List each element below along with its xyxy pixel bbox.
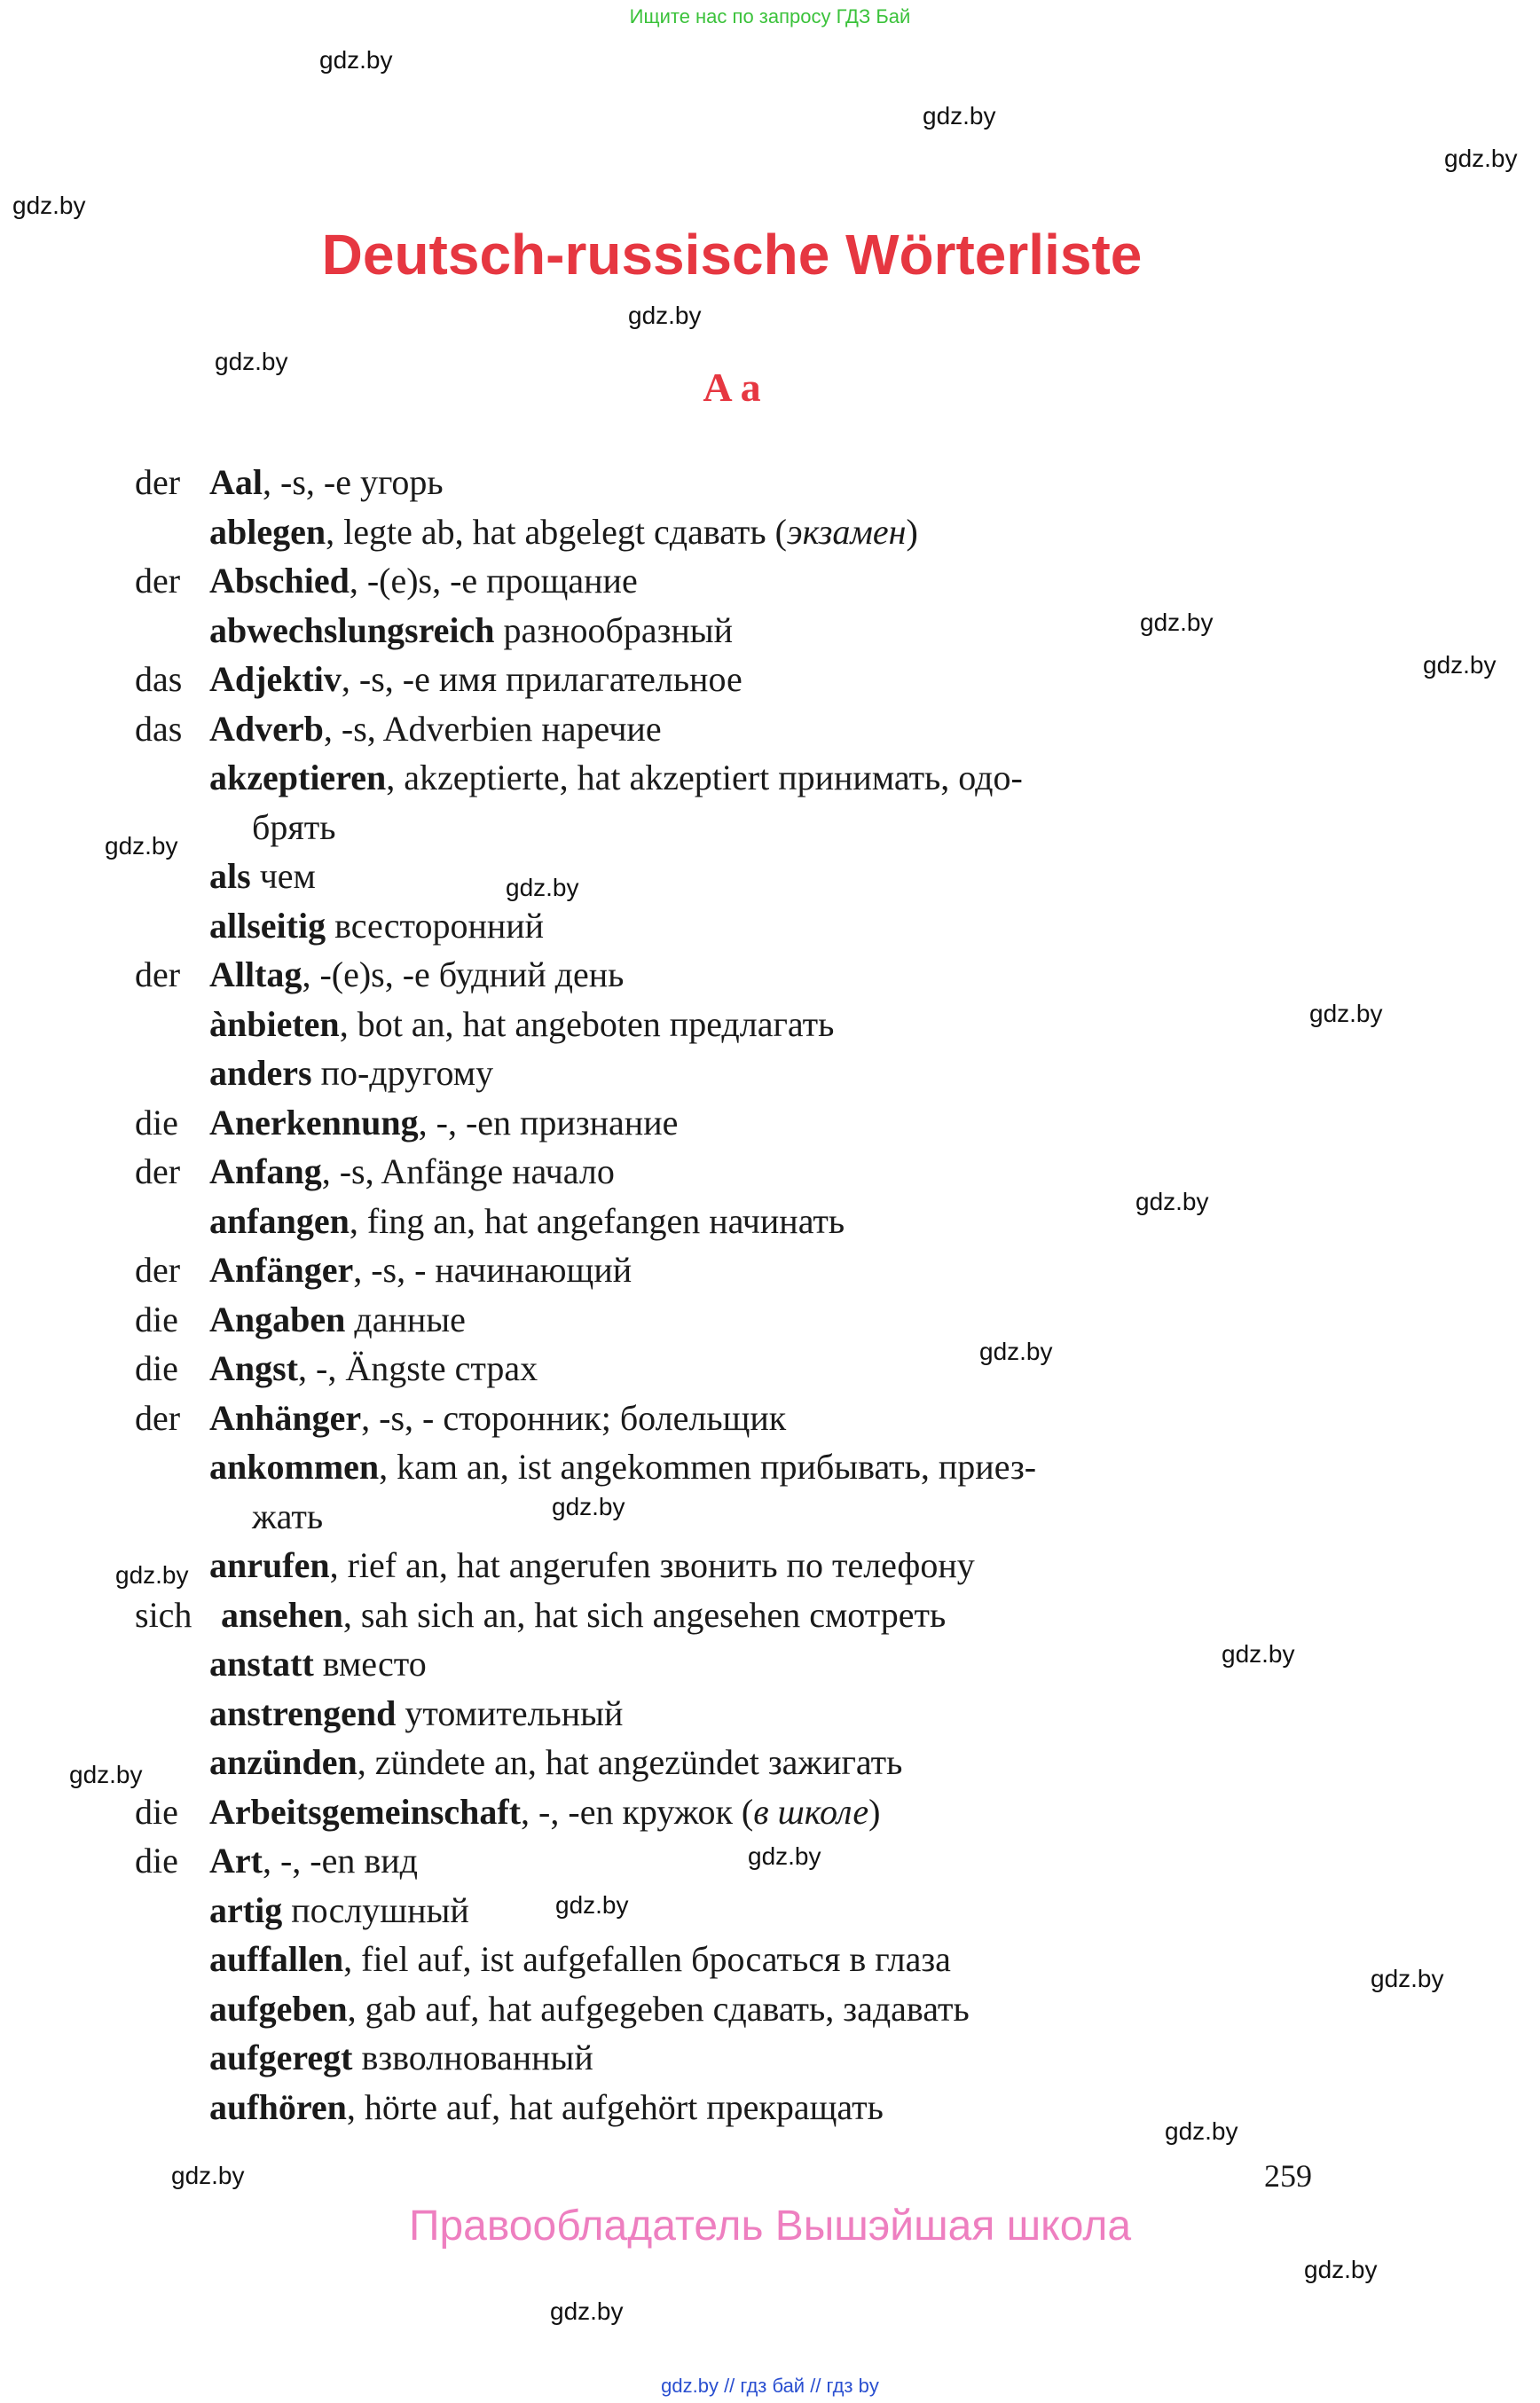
entry-lemma: Angaben	[209, 1299, 346, 1339]
entry-body	[209, 556, 638, 606]
bottom-links[interactable]: gdz.by // гдз бай // гдз by	[661, 2375, 879, 2397]
entry-body	[209, 852, 316, 901]
entry-article: der	[135, 1397, 181, 1438]
entry-lemma: als	[209, 856, 251, 896]
entry-body	[209, 507, 918, 557]
entry-body	[209, 2083, 884, 2132]
entry-body	[209, 458, 444, 507]
entry-lemma: auffallen	[209, 1939, 344, 1979]
dictionary-entry	[135, 1836, 1359, 1886]
entry-translation: послушный	[282, 1889, 469, 1930]
entry-lemma: aufgeregt	[209, 2038, 353, 2077]
entry-body	[209, 1836, 418, 1886]
entry-body	[221, 1590, 946, 1640]
entry-translation: взволнованный	[352, 2038, 593, 2077]
watermark: gdz.by	[1371, 1965, 1444, 1992]
entry-translation: , -(e)s, -e будний день	[302, 954, 625, 994]
dictionary-entry	[135, 1098, 1359, 1148]
entry-lemma: Art	[209, 1841, 263, 1881]
dictionary-entry	[135, 1394, 1359, 1443]
entry-article: der	[135, 462, 181, 502]
watermark: gdz.by	[555, 1891, 629, 1919]
entry-translation: утомительный	[396, 1692, 624, 1733]
section-letter: A a	[703, 365, 761, 410]
dictionary-entry	[135, 1197, 1359, 1246]
dictionary-entry	[135, 950, 1359, 1000]
entry-lemma: Anfänger	[209, 1250, 354, 1290]
entry-continuation: жать	[252, 1496, 324, 1536]
entry-article: der	[135, 561, 181, 601]
dictionary-entry	[135, 1984, 1359, 2034]
watermark: gdz.by	[506, 874, 579, 901]
entry-body	[209, 606, 733, 656]
entry-translation: , -s, Adverbien наречие	[323, 708, 662, 749]
entry-tail: )	[906, 511, 918, 552]
watermark: gdz.by	[1304, 2256, 1378, 2283]
watermark: gdz.by	[215, 348, 288, 375]
entry-body	[209, 704, 662, 754]
watermark: gdz.by	[628, 302, 702, 329]
dictionary-entry	[135, 655, 1359, 704]
entry-lemma: akzeptieren	[209, 758, 387, 797]
entry-body	[209, 753, 1023, 803]
page-title: Deutsch-russische Wörterliste	[321, 223, 1143, 287]
entry-lemma: Anerkennung	[209, 1102, 419, 1143]
entry-translation: по-другому	[311, 1053, 494, 1093]
dictionary-entry	[135, 2083, 1359, 2132]
dictionary-entry	[135, 1935, 1359, 1984]
watermark: gdz.by	[748, 1842, 821, 1870]
entry-body	[209, 1245, 632, 1295]
entry-lemma: abwechslungsreich	[209, 609, 495, 650]
entry-translation: , -(e)s, -e прощание	[349, 561, 638, 601]
watermark: gdz.by	[115, 1561, 189, 1589]
entry-body	[209, 1394, 786, 1443]
entry-lemma: Abschied	[209, 561, 350, 601]
entry-translation: , -, Ängste страх	[298, 1348, 538, 1388]
dictionary-entry	[135, 1048, 1359, 1098]
watermark: gdz.by	[1140, 609, 1214, 636]
entry-article: die	[135, 1299, 178, 1339]
entry-body	[209, 2033, 593, 2083]
entry-lemma: ablegen	[209, 511, 326, 552]
entry-lemma: artig	[209, 1889, 283, 1930]
entry-body	[209, 1541, 975, 1590]
dictionary-entry	[135, 1147, 1359, 1197]
entry-continuation: брять	[252, 806, 336, 847]
entry-lemma: anstrengend	[209, 1692, 397, 1733]
entry-lemma: Anhänger	[209, 1397, 362, 1438]
entry-article: die	[135, 1791, 178, 1832]
entry-translation: , gab auf, hat aufgegeben сдавать, задавать	[347, 1988, 970, 2029]
entry-translation: , -, -en вид	[262, 1841, 419, 1881]
entry-body	[209, 1787, 881, 1837]
dictionary-entry	[135, 1492, 1359, 1542]
entry-lemma: anders	[209, 1053, 312, 1093]
dictionary-entry	[135, 1000, 1359, 1049]
entry-lemma: ànbieten	[209, 1003, 340, 1044]
entry-translation: , -s, -e имя прилагательное	[341, 659, 742, 699]
entry-body	[209, 1738, 902, 1787]
entry-lemma: aufhören	[209, 2086, 347, 2127]
entry-translation: , legte ab, hat abgelegt сдавать (	[326, 511, 787, 552]
page-number: 259	[1264, 2158, 1312, 2194]
dictionary-entry	[135, 2033, 1359, 2083]
entry-translation: , -s, Anfänge начало	[321, 1151, 615, 1191]
entry-lemma: ansehen	[221, 1594, 343, 1635]
dictionary-entry	[135, 1541, 1359, 1590]
watermark: gdz.by	[979, 1338, 1053, 1365]
entry-body	[209, 1689, 623, 1739]
dictionary-entry	[135, 1344, 1359, 1394]
dictionary-entry	[135, 1590, 1359, 1640]
dictionary-entry	[135, 753, 1359, 803]
watermark: gdz.by	[550, 2297, 624, 2325]
entry-lemma: aufgeben	[209, 1988, 348, 2029]
entry-translation: , hörte auf, hat aufgehört прекращать	[346, 2086, 884, 2127]
entry-body	[209, 950, 624, 1000]
dictionary-entry	[135, 1245, 1359, 1295]
entry-body	[209, 1935, 951, 1984]
entry-lemma: Adverb	[209, 708, 324, 749]
entry-note: экзамен	[786, 511, 907, 552]
entry-lemma: allseitig	[209, 905, 326, 946]
entry-body	[209, 1639, 427, 1689]
word-list	[135, 458, 1359, 2132]
entry-lemma: anrufen	[209, 1545, 330, 1585]
watermark: gdz.by	[1165, 2117, 1238, 2145]
dictionary-entry	[135, 556, 1359, 606]
entry-article: sich	[135, 1594, 192, 1635]
entry-article: die	[135, 1348, 178, 1388]
entry-body	[209, 1098, 678, 1148]
entry-lemma: Adjektiv	[209, 659, 342, 699]
entry-translation: вместо	[313, 1644, 427, 1684]
watermark: gdz.by	[1309, 1000, 1383, 1027]
dictionary-entry	[135, 1689, 1359, 1739]
entry-lemma: Anfang	[209, 1151, 322, 1191]
entry-lemma: anzünden	[209, 1742, 358, 1782]
entry-body	[209, 1295, 466, 1345]
dictionary-entry	[135, 458, 1359, 507]
watermark: gdz.by	[105, 832, 178, 860]
entry-translation: , -, -en кружок (	[521, 1791, 754, 1832]
entry-body	[209, 901, 544, 951]
dictionary-entry	[135, 1787, 1359, 1837]
entry-article: die	[135, 1841, 178, 1881]
entry-translation: , bot an, hat angeboten предлагать	[339, 1003, 835, 1044]
dictionary-entry	[135, 901, 1359, 951]
watermark: gdz.by	[319, 46, 393, 74]
entry-note: в школе	[753, 1791, 869, 1832]
entry-translation: , fiel auf, ist aufgefallen бросаться в глаза	[343, 1939, 951, 1979]
dictionary-entry	[135, 1442, 1359, 1492]
entry-translation: , sah sich an, hat sich angesehen смотреть	[342, 1594, 947, 1635]
top-banner[interactable]: Ищите нас по запросу ГДЗ Бай	[629, 5, 911, 27]
entry-lemma: Angst	[209, 1348, 299, 1388]
entry-body	[209, 1984, 970, 2034]
entry-article: der	[135, 954, 181, 994]
watermark: gdz.by	[923, 102, 996, 130]
dictionary-entry	[135, 507, 1359, 557]
entry-lemma: Alltag	[209, 954, 302, 994]
watermark: gdz.by	[69, 1761, 143, 1788]
dictionary-entry	[135, 1738, 1359, 1787]
entry-lemma: Arbeitsgemeinschaft	[209, 1791, 522, 1832]
entry-body	[209, 1886, 469, 1936]
entry-article: die	[135, 1102, 178, 1143]
dictionary-entry	[135, 1295, 1359, 1345]
entry-body	[209, 1197, 845, 1246]
entry-body	[209, 1048, 493, 1098]
entry-article: der	[135, 1151, 181, 1191]
entry-lemma: anstatt	[209, 1644, 314, 1684]
entry-article: der	[135, 1250, 181, 1290]
entry-article: das	[135, 659, 183, 699]
entry-lemma: anfangen	[209, 1200, 350, 1241]
entry-tail: )	[868, 1791, 881, 1832]
watermark: gdz.by	[1135, 1188, 1209, 1215]
dictionary-entry	[135, 704, 1359, 754]
watermark: gdz.by	[1423, 651, 1497, 679]
entry-translation: , fing an, hat angefangen начинать	[349, 1200, 845, 1241]
entry-body	[209, 1344, 538, 1394]
entry-lemma: Aal	[209, 462, 263, 502]
rights-holder: Правообладатель Вышэйшая школа	[408, 2203, 1132, 2250]
entry-translation: , -s, -e угорь	[263, 462, 444, 502]
entry-translation: , akzeptierte, hat akzeptiert принимать, одо-	[386, 758, 1023, 797]
entry-translation: всесторонний	[326, 905, 545, 946]
entry-body	[209, 1147, 615, 1197]
dictionary-entry	[135, 1886, 1359, 1936]
watermark: gdz.by	[1444, 145, 1518, 172]
entry-body	[209, 1442, 1036, 1492]
dictionary-entry	[135, 803, 1359, 852]
entry-body	[209, 1000, 834, 1049]
dictionary-entry	[135, 1639, 1359, 1689]
entry-translation: чем	[250, 856, 316, 896]
entry-translation: , -, -en признание	[418, 1102, 679, 1143]
entry-lemma: ankommen	[209, 1447, 380, 1487]
dictionary-entry	[135, 606, 1359, 656]
entry-translation: разнообразный	[494, 609, 734, 650]
entry-translation: , -s, - сторонник; болельщик	[361, 1397, 787, 1438]
dictionary-entry	[135, 852, 1359, 901]
watermark: gdz.by	[552, 1493, 625, 1520]
entry-translation: , -s, - начинающий	[353, 1250, 632, 1290]
watermark: gdz.by	[1222, 1640, 1295, 1668]
entry-translation: , kam an, ist angekommen прибывать, приез-	[379, 1447, 1037, 1487]
entry-translation: данные	[345, 1299, 466, 1339]
watermark: gdz.by	[171, 2162, 245, 2189]
entry-article: das	[135, 708, 183, 749]
entry-body	[209, 655, 742, 704]
entry-translation: , zündete an, hat angezündet зажигать	[357, 1742, 903, 1782]
watermark: gdz.by	[12, 192, 86, 219]
entry-translation: , rief an, hat angerufen звонить по телефону	[329, 1545, 975, 1585]
